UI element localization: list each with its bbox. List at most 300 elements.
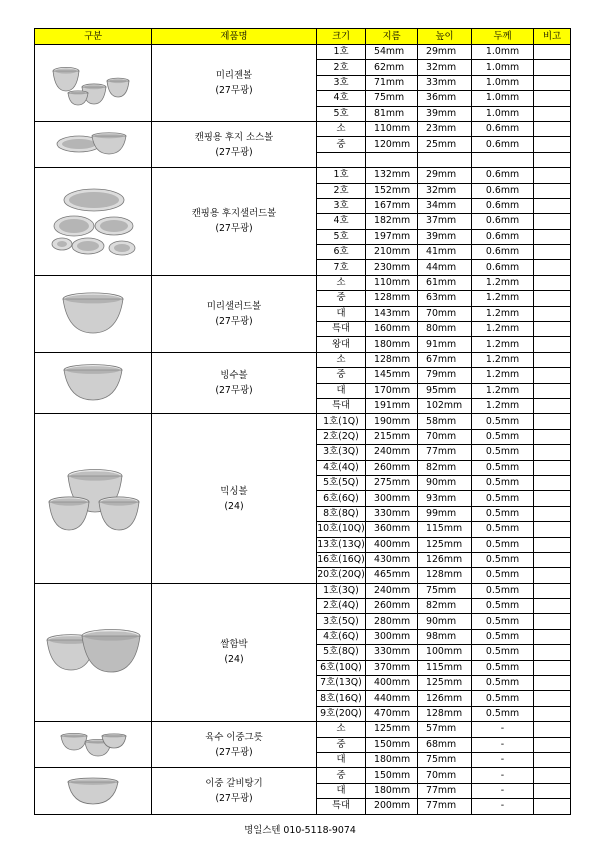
thickness-cell: 0.5mm <box>472 614 534 629</box>
bingsu-bowl-icon <box>61 362 125 404</box>
diameter-cell: 330mm <box>366 506 418 521</box>
diameter-cell: 180mm <box>366 337 418 352</box>
diameter-cell: 180mm <box>366 752 418 767</box>
diameter-cell: 81mm <box>366 106 418 121</box>
diameter-cell: 200mm <box>366 799 418 814</box>
size-cell: 1호 <box>317 168 366 183</box>
product-image-cell <box>35 168 152 276</box>
diameter-cell: 400mm <box>366 676 418 691</box>
table-row <box>35 352 571 367</box>
product-image-cell <box>35 275 152 352</box>
product-spec-table <box>34 28 571 815</box>
thickness-cell: 0.6mm <box>472 168 534 183</box>
diameter-cell: 132mm <box>366 168 418 183</box>
product-name-cell <box>152 583 317 722</box>
size-cell: 2호(4Q) <box>317 599 366 614</box>
product-image-cell <box>35 45 152 122</box>
note-cell <box>534 783 571 798</box>
height-cell: 25mm <box>418 137 472 152</box>
header-size: 크기 <box>317 29 366 45</box>
size-cell: 3호(5Q) <box>317 614 366 629</box>
size-cell: 5호(8Q) <box>317 645 366 660</box>
thickness-cell: 1.2mm <box>472 322 534 337</box>
height-cell: 33mm <box>418 75 472 90</box>
height-cell: 99mm <box>418 506 472 521</box>
height-cell: 115mm <box>418 660 472 675</box>
diameter-cell: 465mm <box>366 568 418 583</box>
note-cell <box>534 245 571 260</box>
thickness-cell: 0.5mm <box>472 475 534 490</box>
diameter-cell: 440mm <box>366 691 418 706</box>
table-row <box>35 45 571 60</box>
header-thickness: 두께 <box>472 29 534 45</box>
size-cell: 1호 <box>317 45 366 60</box>
height-cell: 70mm <box>418 429 472 444</box>
header-height: 높이 <box>418 29 472 45</box>
size-cell: 대 <box>317 306 366 321</box>
product-name: 믹싱볼 <box>220 485 248 497</box>
size-cell: 20호(20Q) <box>317 568 366 583</box>
header-category: 구분 <box>35 29 152 45</box>
height-cell: 32mm <box>418 60 472 75</box>
size-cell: 1호(3Q) <box>317 583 366 598</box>
note-cell <box>534 183 571 198</box>
thickness-cell: 0.5mm <box>472 676 534 691</box>
note-cell <box>534 552 571 567</box>
header-note: 비고 <box>534 29 571 45</box>
broth-bowls-icon <box>58 730 128 760</box>
note-cell <box>534 445 571 460</box>
diameter-cell: 110mm <box>366 121 418 136</box>
note-cell <box>534 491 571 506</box>
diameter-cell: 170mm <box>366 383 418 398</box>
thickness-cell: 0.5mm <box>472 706 534 721</box>
thickness-cell: 0.5mm <box>472 660 534 675</box>
thickness-cell: 0.5mm <box>472 522 534 537</box>
height-cell: 67mm <box>418 352 472 367</box>
diameter-cell: 180mm <box>366 783 418 798</box>
mixing-bowls-icon <box>45 454 141 544</box>
note-cell <box>534 75 571 90</box>
diameter-cell: 128mm <box>366 352 418 367</box>
thickness-cell: 0.5mm <box>472 445 534 460</box>
product-name-cell <box>152 768 317 814</box>
height-cell: 34mm <box>418 198 472 213</box>
thickness-cell: 1.2mm <box>472 398 534 413</box>
size-cell: 대 <box>317 383 366 398</box>
note-cell <box>534 60 571 75</box>
size-cell: 4호(4Q) <box>317 460 366 475</box>
thickness-cell: 0.5mm <box>472 599 534 614</box>
thickness-cell: 0.6mm <box>472 245 534 260</box>
height-cell: 100mm <box>418 645 472 660</box>
product-finish: (24) <box>224 500 244 512</box>
thickness-cell: - <box>472 783 534 798</box>
height-cell: 61mm <box>418 275 472 290</box>
size-cell: 중 <box>317 291 366 306</box>
size-cell: 특대 <box>317 799 366 814</box>
product-name-cell <box>152 352 317 414</box>
diameter-cell: 160mm <box>366 322 418 337</box>
size-cell: 7호(13Q) <box>317 676 366 691</box>
diameter-cell: 240mm <box>366 583 418 598</box>
diameter-cell: 143mm <box>366 306 418 321</box>
table-row <box>35 414 571 429</box>
diameter-cell: 470mm <box>366 706 418 721</box>
height-cell: 126mm <box>418 552 472 567</box>
size-cell: 5호 <box>317 229 366 244</box>
size-cell: 4호 <box>317 214 366 229</box>
height-cell: 63mm <box>418 291 472 306</box>
size-cell: 13호(13Q) <box>317 537 366 552</box>
height-cell: 70mm <box>418 768 472 783</box>
diameter-cell: 280mm <box>366 614 418 629</box>
note-cell <box>534 737 571 752</box>
diameter-cell: 128mm <box>366 291 418 306</box>
height-cell: 102mm <box>418 398 472 413</box>
note-cell <box>534 676 571 691</box>
note-cell <box>534 537 571 552</box>
note-cell <box>534 414 571 429</box>
product-name-cell <box>152 722 317 768</box>
product-finish: (27무광) <box>215 385 253 397</box>
size-cell: 중 <box>317 768 366 783</box>
thickness-cell: 0.5mm <box>472 460 534 475</box>
product-image-cell <box>35 583 152 722</box>
size-cell: 소 <box>317 121 366 136</box>
product-name: 육수 이중그릇 <box>205 731 263 743</box>
thickness-cell: 0.5mm <box>472 414 534 429</box>
note-cell <box>534 168 571 183</box>
diameter-cell: 370mm <box>366 660 418 675</box>
deep-bowl-icon <box>60 291 126 337</box>
product-name-cell <box>152 168 317 276</box>
note-cell <box>534 352 571 367</box>
thickness-cell: 0.6mm <box>472 121 534 136</box>
height-cell: 39mm <box>418 106 472 121</box>
note-cell <box>534 275 571 290</box>
thickness-cell: 0.6mm <box>472 198 534 213</box>
thickness-cell: 0.5mm <box>472 645 534 660</box>
note-cell <box>534 306 571 321</box>
size-cell: 2호(2Q) <box>317 429 366 444</box>
note-cell <box>534 291 571 306</box>
note-cell <box>534 614 571 629</box>
note-cell <box>534 691 571 706</box>
note-cell <box>534 629 571 644</box>
product-finish: (27무광) <box>215 315 253 327</box>
diameter-cell: 191mm <box>366 398 418 413</box>
diameter-cell: 152mm <box>366 183 418 198</box>
diameter-cell: 182mm <box>366 214 418 229</box>
size-cell: 왕대 <box>317 337 366 352</box>
diameter-cell: 110mm <box>366 275 418 290</box>
thickness-cell: 1.2mm <box>472 337 534 352</box>
thickness-cell: 0.5mm <box>472 568 534 583</box>
height-cell: 91mm <box>418 337 472 352</box>
size-cell: 특대 <box>317 398 366 413</box>
product-name-cell <box>152 275 317 352</box>
thickness-cell: 0.5mm <box>472 629 534 644</box>
product-finish: (27무광) <box>215 84 253 96</box>
size-cell: 소 <box>317 352 366 367</box>
height-cell: 125mm <box>418 537 472 552</box>
thickness-cell: 0.5mm <box>472 552 534 567</box>
diameter-cell: 197mm <box>366 229 418 244</box>
height-cell: 115mm <box>418 522 472 537</box>
diameter-cell: 167mm <box>366 198 418 213</box>
height-cell: 75mm <box>418 583 472 598</box>
thickness-cell: - <box>472 799 534 814</box>
height-cell: 29mm <box>418 45 472 60</box>
note-cell <box>534 506 571 521</box>
diameter-cell: 54mm <box>366 45 418 60</box>
thickness-cell: 0.5mm <box>472 537 534 552</box>
diameter-cell: 240mm <box>366 445 418 460</box>
note-cell <box>534 322 571 337</box>
thickness-cell: 1.2mm <box>472 291 534 306</box>
thickness-cell: 1.0mm <box>472 45 534 60</box>
diameter-cell: 120mm <box>366 137 418 152</box>
thickness-cell: 0.5mm <box>472 691 534 706</box>
diameter-cell: 62mm <box>366 60 418 75</box>
note-cell <box>534 383 571 398</box>
size-cell: 특대 <box>317 322 366 337</box>
size-cell: 3호 <box>317 75 366 90</box>
product-name: 빙수볼 <box>220 370 248 382</box>
sauce-bowls-icon <box>53 130 133 160</box>
size-cell: 대 <box>317 752 366 767</box>
height-cell: 77mm <box>418 799 472 814</box>
height-cell: 93mm <box>418 491 472 506</box>
product-name-cell <box>152 121 317 167</box>
product-finish: (27무광) <box>215 223 253 235</box>
thickness-cell: 0.6mm <box>472 229 534 244</box>
note-cell <box>534 91 571 106</box>
thickness-cell: 1.0mm <box>472 75 534 90</box>
header-diameter: 지름 <box>366 29 418 45</box>
diameter-cell: 75mm <box>366 91 418 106</box>
size-cell: 소 <box>317 275 366 290</box>
table-row <box>35 768 571 783</box>
height-cell: 125mm <box>418 676 472 691</box>
thickness-cell: 0.6mm <box>472 260 534 275</box>
size-cell: 2호 <box>317 60 366 75</box>
size-cell: 4호(6Q) <box>317 629 366 644</box>
diameter-cell: 71mm <box>366 75 418 90</box>
note-cell <box>534 398 571 413</box>
product-image-cell <box>35 352 152 414</box>
height-cell: 68mm <box>418 737 472 752</box>
size-cell: 6호(6Q) <box>317 491 366 506</box>
product-name-cell <box>152 414 317 583</box>
thickness-cell: 1.2mm <box>472 383 534 398</box>
table-row <box>35 168 571 183</box>
height-cell: 44mm <box>418 260 472 275</box>
note-cell <box>534 260 571 275</box>
product-name: 쌀함박 <box>220 639 248 651</box>
height-cell: 80mm <box>418 322 472 337</box>
product-finish: (27무광) <box>215 746 253 758</box>
note-cell <box>534 152 571 167</box>
diameter-cell: 125mm <box>366 722 418 737</box>
product-finish: (27무광) <box>215 146 253 158</box>
thickness-cell: 1.0mm <box>472 106 534 121</box>
thickness-cell: - <box>472 722 534 737</box>
note-cell <box>534 45 571 60</box>
diameter-cell: 230mm <box>366 260 418 275</box>
note-cell <box>534 799 571 814</box>
product-image-cell <box>35 768 152 814</box>
height-cell: 128mm <box>418 706 472 721</box>
height-cell: 36mm <box>418 91 472 106</box>
height-cell: 90mm <box>418 475 472 490</box>
note-cell <box>534 522 571 537</box>
height-cell <box>418 152 472 167</box>
diameter-cell: 400mm <box>366 537 418 552</box>
height-cell: 57mm <box>418 722 472 737</box>
product-name: 미리샐러드볼 <box>206 300 262 312</box>
table-row <box>35 121 571 136</box>
product-name-cell <box>152 45 317 122</box>
note-cell <box>534 137 571 152</box>
note-cell <box>534 475 571 490</box>
note-cell <box>534 121 571 136</box>
diameter-cell: 300mm <box>366 491 418 506</box>
thickness-cell: 1.2mm <box>472 368 534 383</box>
size-cell: 2호 <box>317 183 366 198</box>
height-cell: 79mm <box>418 368 472 383</box>
thickness-cell: 0.5mm <box>472 506 534 521</box>
salad-bowls-icon <box>48 182 138 260</box>
height-cell: 126mm <box>418 691 472 706</box>
size-cell: 대 <box>317 783 366 798</box>
height-cell: 77mm <box>418 445 472 460</box>
note-cell <box>534 368 571 383</box>
header-row <box>35 29 571 45</box>
note-cell <box>534 583 571 598</box>
note-cell <box>534 599 571 614</box>
diameter-cell: 430mm <box>366 552 418 567</box>
note-cell <box>534 229 571 244</box>
thickness-cell: 0.6mm <box>472 183 534 198</box>
stacked-cups-icon <box>48 59 138 107</box>
size-cell: 중 <box>317 368 366 383</box>
note-cell <box>534 429 571 444</box>
note-cell <box>534 198 571 213</box>
size-cell: 5호 <box>317 106 366 121</box>
size-cell: 5호(5Q) <box>317 475 366 490</box>
size-cell: 6호(10Q) <box>317 660 366 675</box>
height-cell: 82mm <box>418 460 472 475</box>
product-name: 이중 갈비탕기 <box>205 777 263 789</box>
product-finish: (24) <box>224 654 244 666</box>
size-cell: 16호(16Q) <box>317 552 366 567</box>
size-cell: 소 <box>317 722 366 737</box>
height-cell: 128mm <box>418 568 472 583</box>
size-cell: 10호(10Q) <box>317 522 366 537</box>
galbitang-bowl-icon <box>65 776 121 806</box>
size-cell: 8호(8Q) <box>317 506 366 521</box>
thickness-cell: 1.2mm <box>472 306 534 321</box>
note-cell <box>534 460 571 475</box>
height-cell: 58mm <box>418 414 472 429</box>
size-cell: 9호(20Q) <box>317 706 366 721</box>
height-cell: 70mm <box>418 306 472 321</box>
height-cell: 75mm <box>418 752 472 767</box>
thickness-cell: - <box>472 737 534 752</box>
footer-contact: 명일스텐 010-5118-9074 <box>244 825 356 836</box>
size-cell: 중 <box>317 737 366 752</box>
height-cell: 39mm <box>418 229 472 244</box>
thickness-cell: 0.6mm <box>472 137 534 152</box>
height-cell: 29mm <box>418 168 472 183</box>
note-cell <box>534 660 571 675</box>
table-row <box>35 583 571 598</box>
size-cell: 중 <box>317 137 366 152</box>
size-cell: 8호(16Q) <box>317 691 366 706</box>
note-cell <box>534 722 571 737</box>
size-cell: 7호 <box>317 260 366 275</box>
size-cell: 3호 <box>317 198 366 213</box>
height-cell: 82mm <box>418 599 472 614</box>
thickness-cell: 1.2mm <box>472 352 534 367</box>
diameter-cell: 360mm <box>366 522 418 537</box>
diameter-cell: 145mm <box>366 368 418 383</box>
diameter-cell: 190mm <box>366 414 418 429</box>
thickness-cell: 0.5mm <box>472 429 534 444</box>
table-row <box>35 722 571 737</box>
diameter-cell: 275mm <box>366 475 418 490</box>
thickness-cell: 0.5mm <box>472 491 534 506</box>
product-image-cell <box>35 722 152 768</box>
product-name: 미리젠볼 <box>215 69 253 81</box>
product-name: 캔핑용 후지샐러드볼 <box>191 208 277 220</box>
product-image-cell <box>35 121 152 167</box>
size-cell: 1호(1Q) <box>317 414 366 429</box>
product-finish: (27무광) <box>215 792 253 804</box>
height-cell: 90mm <box>418 614 472 629</box>
size-cell: 6호 <box>317 245 366 260</box>
note-cell <box>534 645 571 660</box>
note-cell <box>534 568 571 583</box>
diameter-cell: 260mm <box>366 599 418 614</box>
height-cell: 77mm <box>418 783 472 798</box>
height-cell: 95mm <box>418 383 472 398</box>
thickness-cell: 0.5mm <box>472 583 534 598</box>
note-cell <box>534 752 571 767</box>
diameter-cell: 215mm <box>366 429 418 444</box>
size-cell <box>317 152 366 167</box>
table-row <box>35 275 571 290</box>
thickness-cell: - <box>472 752 534 767</box>
thickness-cell: - <box>472 768 534 783</box>
height-cell: 23mm <box>418 121 472 136</box>
header-product: 제품명 <box>152 29 317 45</box>
diameter-cell: 300mm <box>366 629 418 644</box>
thickness-cell: 1.0mm <box>472 60 534 75</box>
height-cell: 41mm <box>418 245 472 260</box>
diameter-cell <box>366 152 418 167</box>
diameter-cell: 210mm <box>366 245 418 260</box>
note-cell <box>534 706 571 721</box>
height-cell: 37mm <box>418 214 472 229</box>
diameter-cell: 330mm <box>366 645 418 660</box>
thickness-cell: 1.2mm <box>472 275 534 290</box>
note-cell <box>534 106 571 121</box>
height-cell: 32mm <box>418 183 472 198</box>
thickness-cell: 0.6mm <box>472 214 534 229</box>
